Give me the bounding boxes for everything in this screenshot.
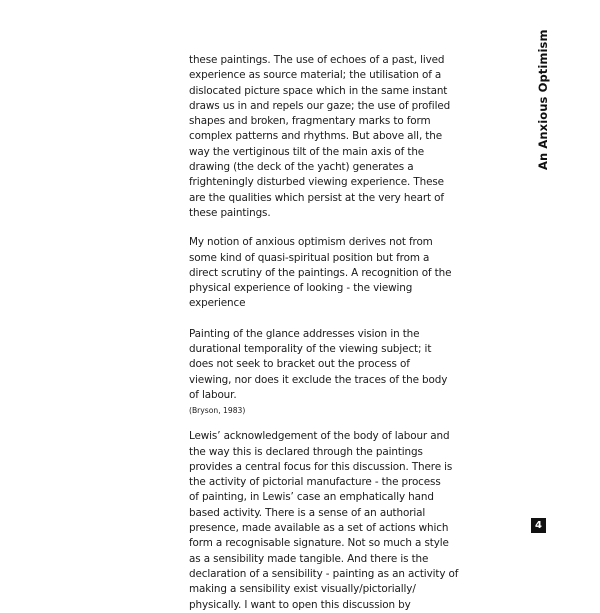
text-line: draws us in and repels our gaze; the use of profiled — [189, 99, 451, 112]
text-line: shapes and broken, fragmentary marks to form — [189, 115, 431, 128]
page-number-badge: 4 — [531, 518, 546, 533]
paragraph-2 — [189, 235, 451, 311]
text-line: the activity of pictorial manufacture - the process — [189, 476, 441, 489]
text-line: presence, made available as a set of actions which — [189, 522, 449, 535]
text-line: My notion of anxious optimism derives not from — [189, 236, 433, 249]
block-quote — [189, 327, 451, 417]
running-title: An Anxious Optimism — [536, 29, 550, 170]
text-line: drawing (the deck of the yacht) generates a — [189, 161, 414, 174]
text-line: frighteningly disturbed viewing experience. These — [189, 176, 444, 189]
text-line: experience — [189, 297, 246, 310]
quote-line: durational temporality of the viewing subject; it — [189, 343, 432, 356]
text-line: making a sensibility exist visually/pictorially/ — [189, 583, 416, 596]
text-line: these paintings. The use of echoes of a past, lived — [189, 54, 445, 66]
text-line: provides a central focus for this discussion. There is — [189, 460, 453, 473]
paragraph-1 — [189, 53, 451, 221]
text-line: as a sensibility made tangible. And there is the — [189, 552, 429, 565]
body-text — [189, 53, 459, 613]
quote-line: viewing, nor does it exclude the traces of the body — [189, 373, 448, 386]
text-line: complex patterns and rhythms. But above all, the — [189, 130, 443, 143]
quote-citation: (Bryson, 1983) — [189, 406, 246, 416]
text-line: are the qualities which persist at the very heart of — [189, 191, 444, 204]
text-line: of painting, in Lewis’ case an emphatically hand — [189, 491, 434, 504]
text-line: some kind of quasi-spiritual position but from a — [189, 251, 430, 264]
text-line: form a recognisable signature. Not so much a style — [189, 537, 449, 550]
text-line: physical experience of looking - the viewing — [189, 282, 413, 295]
quote-line: of labour. — [189, 388, 237, 401]
text-line: declaration of a sensibility - painting as an activity of — [189, 567, 459, 580]
text-line: based activity. There is a sense of an authorial — [189, 506, 426, 519]
text-line: direct scrutiny of the paintings. A recognition of the — [189, 266, 452, 279]
text-line: these paintings. — [189, 206, 271, 219]
text-line: the way this is declared through the paintings — [189, 445, 423, 458]
quote-line: Painting of the glance addresses vision in the — [189, 327, 420, 340]
paragraph-4 — [189, 429, 459, 613]
text-line: physically. I want to open this discussion by — [189, 598, 411, 611]
text-line: experience as source material; the utilisation of a — [189, 69, 442, 82]
quote-line: does not seek to bracket out the process of — [189, 358, 410, 371]
text-line: Lewis’ acknowledgement of the body of labour and — [189, 430, 450, 443]
text-line: dislocated picture space which in the same instant — [189, 84, 448, 97]
text-line: way the vertiginous tilt of the main axis of the — [189, 145, 425, 158]
